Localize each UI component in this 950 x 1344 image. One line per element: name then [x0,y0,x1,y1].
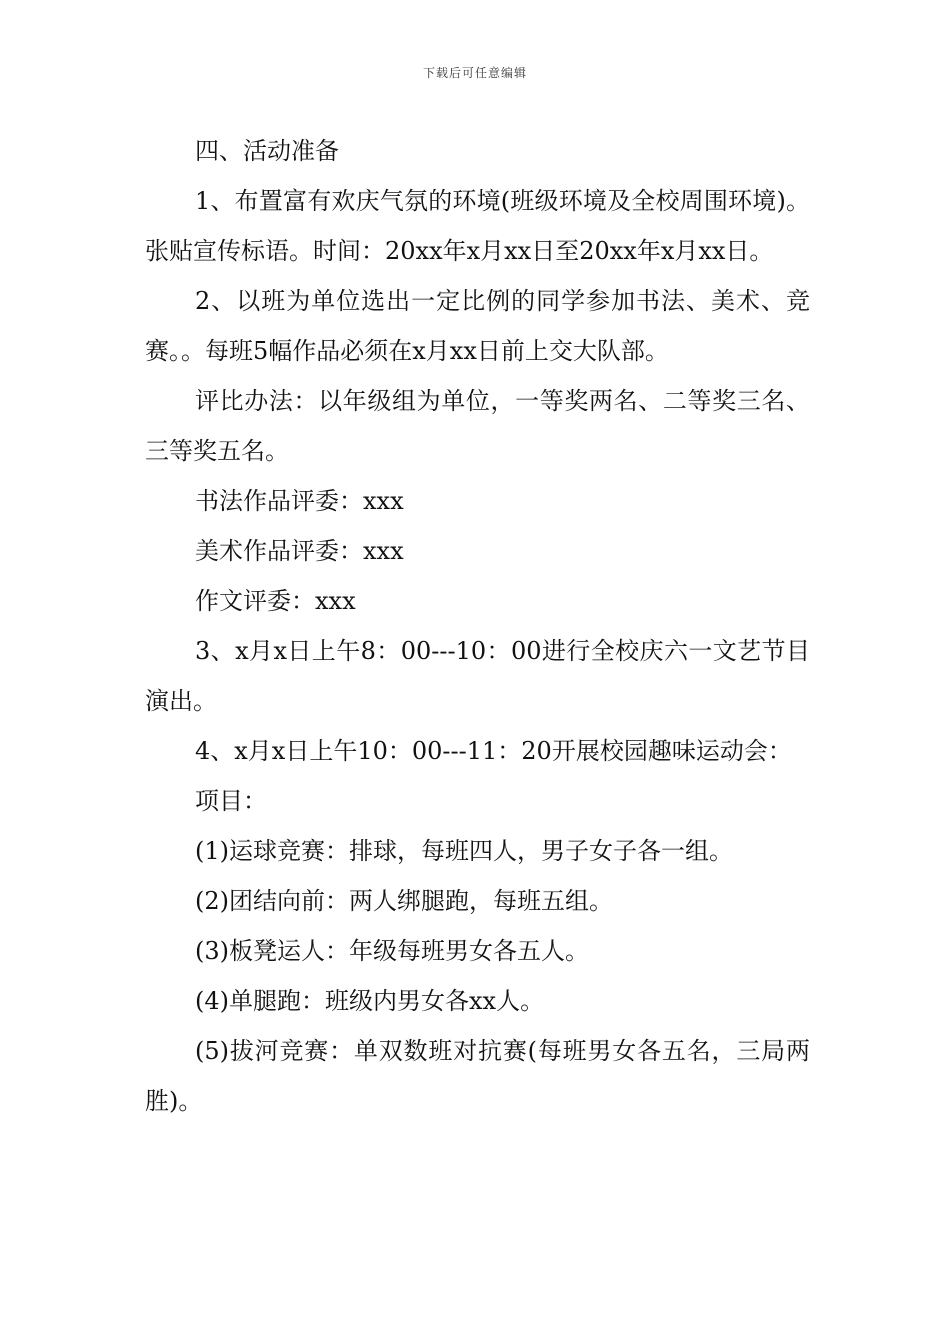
paragraph-item-2-competition: 2、以班为单位选出一定比例的同学参加书法、美术、竞赛。。每班5幅作品必须在x月xx日前上交大队部。 [145,287,810,365]
page-header-note: 下载后可任意编辑 [422,66,527,80]
paragraph-calligraphy-judges: 书法作品评委：xxx [195,487,404,515]
list-item-event-2: (2)团结向前：两人绑腿跑，每班五组。 [195,887,613,915]
paragraph-item-3-performance: 3、x月x日上午8：00---10：00进行全校庆六一文艺节目演出。 [145,637,810,715]
paragraph-evaluation-method: 评比办法：以年级组为单位，一等奖两名、二等奖三名、三等奖五名。 [145,387,810,465]
list-item-event-4: (4)单腿跑：班级内男女各xx人。 [195,987,545,1015]
paragraph-essay-judges: 作文评委：xxx [195,587,356,615]
paragraph-events-heading: 项目： [195,787,267,815]
list-item-event-3: (3)板凳运人：年级每班男女各五人。 [195,937,589,965]
list-item-event-5: (5)拔河竞赛：单双数班对抗赛(每班男女各五名，三局两胜)。 [145,1037,810,1115]
paragraph-item-4-sports-meet: 4、x月x日上午10：00---11：20开展校园趣味运动会： [195,737,792,765]
section-heading-activity-preparation: 四、活动准备 [195,137,339,165]
paragraph-art-judges: 美术作品评委：xxx [195,537,404,565]
document-body [145,126,810,1126]
list-item-event-1: (1)运球竞赛：排球，每班四人，男子女子各一组。 [195,837,733,865]
paragraph-item-1-environment: 1、布置富有欢庆气氛的环境(班级环境及全校周围环境)。张贴宣传标语。时间：20xx年x月xx日至20xx年x月xx日。 [145,187,810,265]
